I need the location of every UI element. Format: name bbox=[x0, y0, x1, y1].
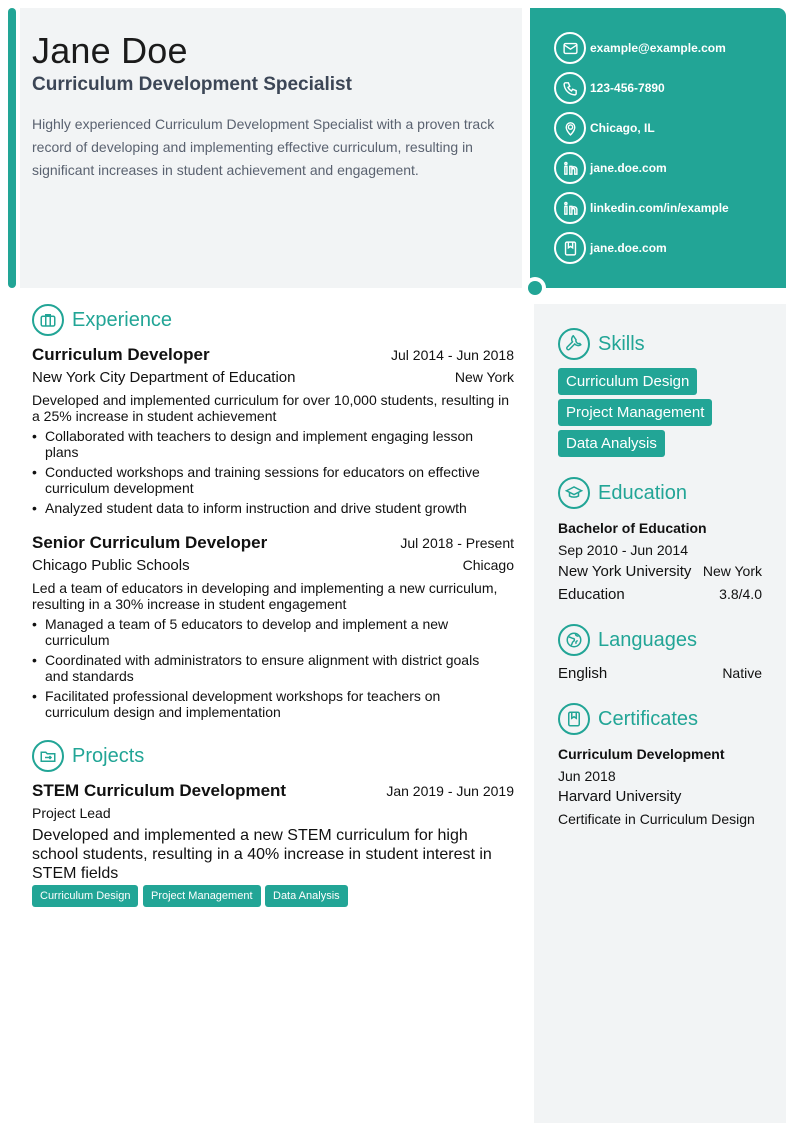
job-location: Chicago bbox=[462, 557, 514, 573]
list-item: • Managed a team of 5 educators to develop and implement a new curriculum bbox=[32, 616, 502, 648]
website-text: jane.doe.com bbox=[590, 161, 667, 175]
education-field: Education bbox=[558, 586, 625, 603]
education-title: Education bbox=[598, 481, 687, 504]
job-title: Curriculum Developer bbox=[32, 345, 210, 364]
skill-chip: Project Management bbox=[558, 399, 712, 426]
contact-panel bbox=[530, 8, 786, 288]
linkedin-icon bbox=[554, 192, 586, 224]
education-school-row bbox=[558, 563, 762, 580]
languages-heading bbox=[558, 624, 697, 656]
candidate-name: Jane Doe bbox=[32, 30, 188, 71]
list-item: • Collaborated with teachers to design and implement engaging lesson plans bbox=[32, 428, 502, 460]
certificate-date: Jun 2018 bbox=[558, 768, 616, 784]
linkedin-icon bbox=[554, 152, 586, 184]
certificate-issuer: Harvard University bbox=[558, 788, 682, 805]
job-dates: Jul 2018 - Present bbox=[400, 535, 514, 551]
education-degree: Bachelor of Education bbox=[558, 520, 707, 536]
certificate-icon bbox=[558, 703, 590, 735]
certificate-detail: Certificate in Curriculum Design bbox=[558, 811, 755, 827]
certificate-name: Curriculum Development bbox=[558, 746, 725, 762]
projects-title: Projects bbox=[72, 744, 145, 767]
education-gpa: 3.8/4.0 bbox=[719, 586, 762, 602]
projects-heading bbox=[32, 740, 144, 772]
job-company: New York City Department of Education bbox=[32, 369, 296, 386]
job-company-row bbox=[32, 369, 514, 386]
list-item: • Facilitated professional development workshops for teachers on curriculum design and implementation bbox=[32, 688, 502, 720]
education-dates: Sep 2010 - Jun 2014 bbox=[558, 542, 688, 558]
job-company-row bbox=[32, 557, 514, 574]
briefcase-icon bbox=[32, 304, 64, 336]
project-header bbox=[32, 781, 514, 801]
skill-chip: Data Analysis bbox=[558, 430, 665, 457]
job-title: Senior Curriculum Developer bbox=[32, 533, 268, 552]
job-summary: Developed and implemented curriculum for over 10,000 students, resulting in a 25% increase in student achievement bbox=[32, 392, 510, 424]
skills-title: Skills bbox=[598, 332, 645, 355]
contact-email[interactable] bbox=[554, 32, 726, 64]
job-dates: Jul 2014 - Jun 2018 bbox=[391, 347, 514, 363]
skills-heading bbox=[558, 328, 645, 360]
job-bullets bbox=[32, 428, 502, 520]
education-field-row bbox=[558, 586, 762, 603]
project-tag: Data Analysis bbox=[265, 885, 348, 907]
portfolio-icon bbox=[554, 232, 586, 264]
phone-text: 123-456-7890 bbox=[590, 81, 665, 95]
education-school: New York University bbox=[558, 563, 692, 580]
globe-icon bbox=[558, 624, 590, 656]
project-name: STEM Curriculum Development bbox=[32, 781, 287, 800]
job-location: New York bbox=[454, 369, 514, 385]
location-text: Chicago, IL bbox=[590, 121, 655, 135]
contact-linkedin[interactable] bbox=[554, 192, 729, 224]
resume-header bbox=[20, 8, 522, 288]
project-tag: Curriculum Design bbox=[32, 885, 138, 907]
timeline-dot bbox=[528, 281, 542, 295]
experience-heading bbox=[32, 304, 172, 336]
education-heading bbox=[558, 477, 687, 509]
skill-chip: Curriculum Design bbox=[558, 368, 697, 395]
graduation-cap-icon bbox=[558, 477, 590, 509]
experience-title: Experience bbox=[72, 308, 173, 331]
phone-icon bbox=[554, 72, 586, 104]
contact-location bbox=[554, 112, 655, 144]
map-pin-icon bbox=[554, 112, 586, 144]
project-tag: Project Management bbox=[143, 885, 261, 907]
email-text: example@example.com bbox=[590, 41, 726, 55]
wrench-icon bbox=[558, 328, 590, 360]
portfolio-text: jane.doe.com bbox=[590, 241, 667, 255]
project-description: Developed and implemented a new STEM curriculum for high school students, resulting in a 40% increase in student interest in STEM fields bbox=[32, 827, 492, 882]
language-level: Native bbox=[722, 665, 762, 681]
candidate-title: Curriculum Development Specialist bbox=[32, 74, 352, 95]
list-item: • Coordinated with administrators to ensure alignment with district goals and standards bbox=[32, 652, 502, 684]
language-row bbox=[558, 665, 762, 682]
job-company: Chicago Public Schools bbox=[32, 557, 190, 574]
job-summary: Led a team of educators in developing and implementing a new curriculum, resulting in a 30% increase in student engagement bbox=[32, 580, 498, 612]
list-item: • Analyzed student data to inform instruction and drive student growth bbox=[32, 500, 502, 516]
mail-icon bbox=[554, 32, 586, 64]
project-dates: Jan 2019 - Jun 2019 bbox=[386, 783, 514, 799]
education-location: New York bbox=[702, 563, 762, 579]
list-item: • Conducted workshops and training sessions for educators on effective curriculum development bbox=[32, 464, 502, 496]
languages-title: Languages bbox=[598, 628, 697, 651]
folder-icon bbox=[32, 740, 64, 772]
certificates-heading bbox=[558, 703, 698, 735]
linkedin-text: linkedin.com/in/example bbox=[590, 201, 729, 215]
contact-portfolio[interactable] bbox=[554, 232, 667, 264]
profile-summary: Highly experienced Curriculum Development Specialist with a proven track record of developing and implementing effective curriculum, resulting in significant increases in student achievement and engagement. bbox=[32, 116, 495, 178]
contact-phone[interactable] bbox=[554, 72, 665, 104]
language-name: English bbox=[558, 665, 608, 682]
job-header bbox=[32, 345, 514, 365]
contact-website[interactable] bbox=[554, 152, 667, 184]
job-header bbox=[32, 533, 514, 553]
job-bullets bbox=[32, 616, 502, 724]
certificates-title: Certificates bbox=[598, 707, 699, 730]
accent-bar bbox=[8, 8, 16, 288]
project-role: Project Lead bbox=[32, 805, 111, 821]
